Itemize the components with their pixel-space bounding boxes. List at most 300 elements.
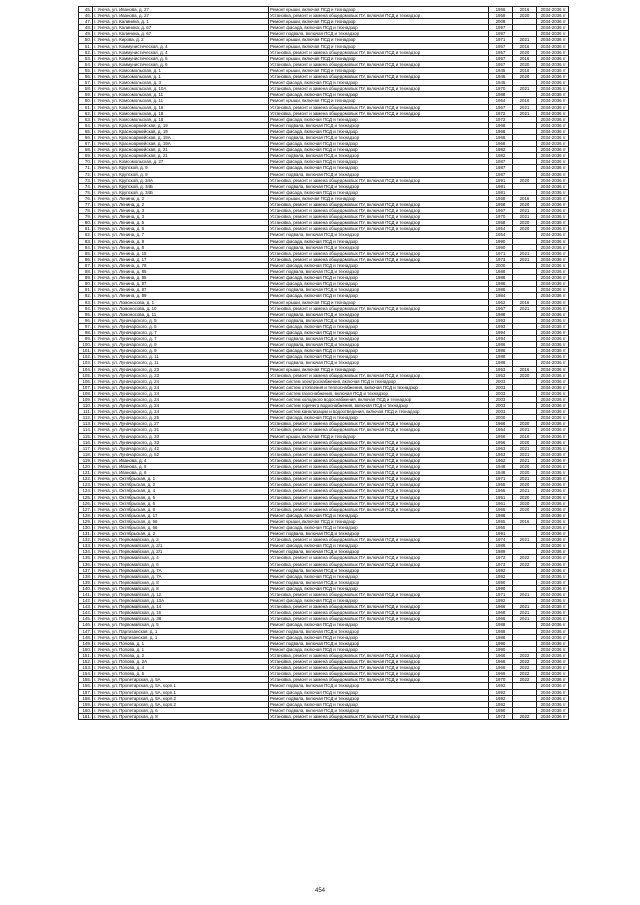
year-built-cell: 1986 [489,342,513,348]
planned-period-cell: 2034-2036 гг [537,397,569,403]
address-cell: г. Унеча, ул. Октябрьская, д. 66 [93,524,269,530]
year-done-cell: 2021 [513,445,537,451]
row-number-cell: 81. [79,226,93,232]
row-number-cell: 141. [79,592,93,598]
planned-period-cell: 2034-2036 гг [537,470,569,476]
work-type-cell: Ремонт подвала, включая ПСД и технадзор [269,232,489,238]
address-cell: г. Унеча, ул. Ломоносова, д. 11 [93,311,269,317]
address-cell: г. Унеча, ул. Луначарского, д. 23 [93,372,269,378]
year-built-cell: 1988 [489,281,513,287]
year-built-cell: 1959 [489,13,513,19]
planned-period-cell: 2034-2036 гг [537,348,569,354]
year-built-cell: 2000 [489,262,513,268]
planned-period-cell: 2034-2036 гг [537,439,569,445]
year-built-cell: 1957 [489,61,513,67]
work-type-cell: Ремонт фасада, включая ПСД и технадзор [269,159,489,165]
address-cell: г. Унеча, ул. Луначарского, д. 24 [93,384,269,390]
row-number-cell: 58. [79,86,93,92]
year-built-cell: 1988 [489,360,513,366]
year-built-cell: 1989 [489,543,513,549]
row-number-cell: 74. [79,183,93,189]
year-built-cell: 1961 [489,500,513,506]
planned-period-cell: 2034-2036 гг [537,55,569,61]
address-cell: г. Унеча, ул. Ломоносова, д. 1 [93,299,269,305]
table-row [79,372,569,378]
work-type-cell: Установка, ремонт и замена общедомовых ПУ, включая ПСД и технадзор [269,202,489,208]
planned-period-cell: 2034-2036 гг [537,159,569,165]
work-type-cell: Ремонт фасада, включая ПСД и технадзор [269,634,489,640]
work-type-cell: Установка, ремонт и замена общедомовых ПУ, включая ПСД и технадзор [269,214,489,220]
row-number-cell: 59. [79,92,93,98]
address-cell: г. Унеча, ул. Попова, д. 1 [93,640,269,646]
planned-period-cell: 2034-2036 гг [537,573,569,579]
table-row [79,110,569,116]
row-number-cell: 71. [79,165,93,171]
row-number-cell: 49. [79,31,93,37]
year-done-cell: 2016 [513,433,537,439]
table-row [79,122,569,128]
year-done-cell: 2022 [513,561,537,567]
table-row [79,634,569,640]
year-done-cell: 2020 [513,439,537,445]
work-type-cell: Ремонт фасада, включая ПСД и технадзор [269,329,489,335]
year-done-cell: 2021 [513,592,537,598]
table-row [79,488,569,494]
planned-period-cell: 2034-2036 гг [537,287,569,293]
work-type-cell: Ремонт подвала, включая ПСД и технадзор [269,269,489,275]
address-cell: г. Унеча, ул. Октябрьская, д. 17 [93,512,269,518]
planned-period-cell: 2034-2036 гг [537,293,569,299]
planned-period-cell: 2034-2036 гг [537,323,569,329]
address-cell: г. Унеча, ул. Красноармейская, д. 21 [93,153,269,159]
planned-period-cell: 2034-2036 гг [537,610,569,616]
planned-period-cell: 2034-2036 гг [537,567,569,573]
address-cell: г. Унеча, ул. Ленина, д. 17 [93,256,269,262]
planned-period-cell: 2034-2036 гг [537,226,569,232]
year-built-cell: 1972 [489,110,513,116]
row-number-cell: 68. [79,147,93,153]
table-row [79,604,569,610]
planned-period-cell: 2034-2036 гг [537,7,569,13]
planned-period-cell: 2034-2036 гг [537,134,569,140]
year-done-cell: 2022 [513,671,537,677]
table-row [79,610,569,616]
year-built-cell: 1973 [489,713,513,719]
planned-period-cell: 2034-2036 гг [537,677,569,683]
row-number-cell: 100. [79,342,93,348]
row-number-cell: 91. [79,287,93,293]
address-cell: г. Унеча, ул. Ленина, д. 5 [93,226,269,232]
row-number-cell: 157. [79,689,93,695]
year-done-cell: 2021 [513,214,537,220]
planned-period-cell: 2034-2036 гг [537,622,569,628]
planned-period-cell: 2034-2036 гг [537,354,569,360]
row-number-cell: 119. [79,457,93,463]
year-built-cell: 1970 [489,214,513,220]
row-number-cell: 61. [79,104,93,110]
year-done-cell: 2022 [513,713,537,719]
planned-period-cell: 2034-2036 гг [537,31,569,37]
year-built-cell: 1992 [489,701,513,707]
address-cell: г. Унеча, ул. Первомайская, д. 5 [93,622,269,628]
row-number-cell: 138. [79,573,93,579]
row-number-cell: 159. [79,701,93,707]
address-cell: г. Унеча, ул. Ленина, д. 15 [93,250,269,256]
work-type-cell: Установка, ремонт и замена общедомовых ПУ, включая ПСД и технадзор [269,226,489,232]
table-row [79,683,569,689]
address-cell: г. Унеча, ул. Попова, д. 2 [93,652,269,658]
address-cell: г. Унеча, ул. Коммунистическая, д. 6 [93,55,269,61]
work-type-cell: Ремонт крыши, включая ПСД и технадзор [269,55,489,61]
year-done-cell: 2016 [513,195,537,201]
work-type-cell: Установка, ремонт и замена общедомовых ПУ, включая ПСД и технадзор [269,482,489,488]
year-built-cell: 1992 [489,598,513,604]
row-number-cell: 137. [79,567,93,573]
year-built-cell: 1956 [489,433,513,439]
planned-period-cell: 2034-2036 гг [537,329,569,335]
row-number-cell: 139. [79,579,93,585]
table-row [79,134,569,140]
year-built-cell: 1945 [489,67,513,73]
address-cell: г. Унеча, ул. Партизанская, д. 1 [93,628,269,634]
year-done-cell: 2020 [513,49,537,55]
row-number-cell: 104. [79,366,93,372]
row-number-cell: 48. [79,25,93,31]
row-number-cell: 97. [79,323,93,329]
address-cell: г. Унеча, ул. Ленина, д. 7 [93,232,269,238]
work-type-cell: Ремонт подвала, включая ПСД и технадзор [269,640,489,646]
work-type-cell: Ремонт фасада, включая ПСД и технадзор [269,128,489,134]
address-cell: г. Унеча, ул. Первомайская, д. 2 [93,537,269,543]
planned-period-cell: 2034-2036 гг [537,616,569,622]
year-built-cell: 1971 [489,592,513,598]
row-number-cell: 118. [79,451,93,457]
address-cell: г. Унеча, ул. Ленина, д. 89 [93,293,269,299]
year-built-cell: 1988 [489,512,513,518]
row-number-cell: 76. [79,195,93,201]
work-type-cell: Установка, ремонт и замена общедомовых ПУ, включая ПСД и технадзор [269,506,489,512]
address-cell: г. Унеча, ул. Луначарского, д. 23 [93,366,269,372]
row-number-cell: 124. [79,488,93,494]
year-built-cell: 1958 [489,202,513,208]
year-built-cell: 1981 [489,183,513,189]
row-number-cell: 136. [79,561,93,567]
year-done-cell: 2020 [513,506,537,512]
address-cell: г. Унеча, ул. Калинина, д. 67 [93,25,269,31]
year-built-cell: 1982 [489,153,513,159]
planned-period-cell: 2034-2036 гг [537,25,569,31]
address-cell: г. Унеча, ул. Пролетарская, д. 5А [93,677,269,683]
table-row [79,336,569,342]
address-cell: г. Унеча, ул. Луначарского, д. 7 [93,329,269,335]
table-row [79,49,569,55]
row-number-cell: 121. [79,470,93,476]
row-number-cell: 151. [79,652,93,658]
planned-period-cell: 2034-2036 гг [537,640,569,646]
table-row [79,573,569,579]
table-row [79,598,569,604]
address-cell: г. Унеча, ул. Луначарского, д. 24 [93,378,269,384]
year-built-cell: 2003 [489,397,513,403]
work-type-cell: Установка, ремонт и замена общедомовых ПУ, включая ПСД и технадзор [269,439,489,445]
planned-period-cell: 2034-2036 гг [537,86,569,92]
year-built-cell: 1971 [489,37,513,43]
table-row [79,549,569,555]
work-type-cell: Установка, ремонт и замена общедомовых ПУ, включая ПСД и технадзор [269,561,489,567]
row-number-cell: 79. [79,214,93,220]
row-number-cell: 65. [79,128,93,134]
work-type-cell: Ремонт крыши, включая ПСД и технадзор [269,19,489,25]
row-number-cell: 94. [79,305,93,311]
planned-period-cell: 2034-2036 гг [537,457,569,463]
work-type-cell: Ремонт фасада, включая ПСД и технадзор [269,415,489,421]
address-cell: г. Унеча, ул. Луначарского, д. 24 [93,397,269,403]
table-row [79,147,569,153]
address-cell: г. Унеча, ул. Крупской, д. 9 [93,171,269,177]
row-number-cell: 89. [79,275,93,281]
row-number-cell: 116. [79,439,93,445]
work-type-cell: Ремонт подвала, включая ПСД и технадзор [269,183,489,189]
table-row [79,67,569,73]
planned-period-cell: 2034-2036 гг [537,49,569,55]
address-cell: г. Унеча, ул. Крупской, д. 34Б [93,189,269,195]
year-done-cell: 2021 [513,104,537,110]
planned-period-cell: 2034-2036 гг [537,390,569,396]
address-cell: г. Унеча, ул. Попова, д. 4 [93,665,269,671]
work-type-cell: Ремонт фасада, включая ПСД и технадзор [269,262,489,268]
table-row [79,689,569,695]
address-cell: г. Унеча, ул. Луначарского, д. 9 [93,348,269,354]
address-cell: г. Унеча, ул. Луначарского, д. 33 [93,439,269,445]
year-built-cell: 1988 [489,628,513,634]
planned-period-cell: 2034-2036 гг [537,652,569,658]
address-cell: г. Унеча, ул. Партизанская, д. 1 [93,634,269,640]
planned-period-cell: 2034-2036 гг [537,128,569,134]
table-row [79,518,569,524]
work-type-cell: Ремонт крыши, включая ПСД и технадзор [269,433,489,439]
address-cell: г. Унеча, ул. Пролетарская, д. 5А, корп.2 [93,701,269,707]
row-number-cell: 108. [79,390,93,396]
table-row [79,183,569,189]
planned-period-cell: 2034-2036 гг [537,415,569,421]
table-row [79,701,569,707]
work-type-cell: Ремонт фасада, включая ПСД и технадзор [269,80,489,86]
row-number-cell: 115. [79,433,93,439]
planned-period-cell: 2034-2036 гг [537,305,569,311]
address-cell: г. Унеча, ул. Первомайская, д. 7А [93,567,269,573]
address-cell: г. Унеча, ул. Первомайская, д. 2/1 [93,549,269,555]
year-built-cell: 1974 [489,537,513,543]
planned-period-cell: 2034-2036 гг [537,43,569,49]
table-row [79,409,569,415]
work-type-cell: Ремонт крыши, включая ПСД и технадзор [269,299,489,305]
address-cell: г. Унеча, ул. Луначарского, д. 24 [93,403,269,409]
row-number-cell: 92. [79,293,93,299]
year-built-cell: 2009 [489,19,513,25]
work-type-cell: Ремонт подвала, включая ПСД и технадзор [269,683,489,689]
work-type-cell: Установка, ремонт и замена общедомовых ПУ, включая ПСД и технадзор [269,427,489,433]
address-cell: г. Унеча, ул. Пролетарская, д. 5А, корп.2 [93,695,269,701]
row-number-cell: 149. [79,640,93,646]
work-type-cell: Установка, ремонт и замена общедомовых ПУ, включая ПСД и технадзор [269,451,489,457]
row-number-cell: 150. [79,646,93,652]
row-number-cell: 80. [79,220,93,226]
table-row [79,561,569,567]
planned-period-cell: 2034-2036 гг [537,598,569,604]
planned-period-cell: 2034-2036 гг [537,488,569,494]
table-row [79,299,569,305]
address-cell: г. Унеча, ул. Иванова, д. 27 [93,13,269,19]
table-row [79,305,569,311]
address-cell: г. Унеча, ул. Первомайская, д. 14 [93,604,269,610]
table-row [79,378,569,384]
table-row [79,421,569,427]
year-built-cell: 1991 [489,177,513,183]
work-type-cell: Ремонт фасада, включая ПСД и технадзор [269,238,489,244]
year-built-cell: 1955 [489,482,513,488]
work-type-cell: Ремонт подвала, включая ПСД и технадзор [269,336,489,342]
address-cell: г. Унеча, ул. Первомайская, д. 2/1 [93,543,269,549]
year-built-cell: 1992 [489,567,513,573]
row-number-cell: 152. [79,659,93,665]
planned-period-cell: 2034-2036 гг [537,695,569,701]
row-number-cell: 114. [79,427,93,433]
address-cell: г. Унеча, ул. Кирова, д. 2 [93,37,269,43]
year-done-cell: 2021 [513,427,537,433]
address-cell: г. Унеча, ул. Комсомольская, д. 10А [93,86,269,92]
planned-period-cell: 2034-2036 гг [537,214,569,220]
row-number-cell: 47. [79,19,93,25]
row-number-cell: 75. [79,189,93,195]
table-row [79,86,569,92]
year-built-cell: 1989 [489,549,513,555]
table-row [79,354,569,360]
year-built-cell: 1990 [489,640,513,646]
planned-period-cell: 2034-2036 гг [537,433,569,439]
address-cell: г. Унеча, ул. Калинина, д. 67 [93,31,269,37]
address-cell: г. Унеча, ул. Пролетарская, д. 6 [93,707,269,713]
row-number-cell: 77. [79,202,93,208]
address-cell: г. Унеча, ул. Попова, д. 1 [93,646,269,652]
planned-period-cell: 2034-2036 гг [537,476,569,482]
planned-period-cell: 2034-2036 гг [537,421,569,427]
planned-period-cell: 2034-2036 гг [537,555,569,561]
address-cell: г. Унеча, ул. Комсомольская, д. 18 [93,110,269,116]
year-built-cell: 1982 [489,147,513,153]
planned-period-cell: 2034-2036 гг [537,147,569,153]
table-row [79,531,569,537]
row-number-cell: 99. [79,336,93,342]
work-type-cell: Установка, ремонт и замена общедомовых ПУ, включая ПСД и технадзор [269,713,489,719]
planned-period-cell: 2034-2036 гг [537,646,569,652]
planned-period-cell: 2034-2036 гг [537,37,569,43]
work-type-cell: Ремонт фасада, включая ПСД и технадзор [269,646,489,652]
address-cell: г. Унеча, ул. Луначарского, д. 52 [93,451,269,457]
address-cell: г. Унеча, ул. Луначарского, д. 11 [93,360,269,366]
work-type-cell: Установка, ремонт и замена общедомовых ПУ, включая ПСД и технадзор [269,61,489,67]
row-number-cell: 142. [79,598,93,604]
row-number-cell: 93. [79,299,93,305]
row-number-cell: 67. [79,141,93,147]
table-row [79,55,569,61]
year-done-cell: 2021 [513,208,537,214]
table-row [79,628,569,634]
year-built-cell: 1969 [489,671,513,677]
year-built-cell: 2003 [489,378,513,384]
address-cell: г. Унеча, ул. Попова, д. 5 [93,671,269,677]
planned-period-cell: 2034-2036 гг [537,409,569,415]
planned-period-cell: 2034-2036 гг [537,543,569,549]
row-number-cell: 156. [79,683,93,689]
year-done-cell: 2020 [513,482,537,488]
table-row [79,506,569,512]
planned-period-cell: 2034-2036 гг [537,92,569,98]
address-cell: г. Унеча, ул. Ленина, д. 2 [93,195,269,201]
address-cell: г. Унеча, ул. Крупской, д. 34А [93,177,269,183]
table-row [79,439,569,445]
planned-period-cell: 2034-2036 гг [537,250,569,256]
table-row [79,317,569,323]
planned-period-cell: 2034-2036 гг [537,451,569,457]
year-built-cell: 1945 [489,80,513,86]
row-number-cell: 112. [79,415,93,421]
table-row [79,390,569,396]
planned-period-cell: 2034-2036 гг [537,256,569,262]
address-cell: г. Унеча, ул. Коммунистическая, д. 4 [93,49,269,55]
address-cell: г. Унеча, ул. Ленина, д. 87 [93,287,269,293]
row-number-cell: 129. [79,518,93,524]
work-type-cell: Ремонт фасада, включая ПСД и технадзор [269,281,489,287]
table-row [79,695,569,701]
year-built-cell: 1954 [489,226,513,232]
year-built-cell: 1987 [489,171,513,177]
year-done-cell: 2020 [513,177,537,183]
table-row [79,445,569,451]
address-cell: г. Унеча, ул. Октябрьская, д. 2 [93,482,269,488]
work-type-cell: Ремонт подвала, включая ПСД и технадзор [269,342,489,348]
address-cell: г. Унеча, ул. Комсомольская, д. 1 [93,74,269,80]
year-built-cell: 1988 [489,354,513,360]
year-built-cell: 1990 [489,244,513,250]
work-type-cell: Установка, ремонт и замена общедомовых ПУ, включая ПСД и технадзор [269,104,489,110]
work-type-cell: Ремонт фасада, включая ПСД и технадзор [269,25,489,31]
year-done-cell: 2016 [513,366,537,372]
address-cell: г. Унеча, ул. Луначарского, д. 5 [93,323,269,329]
address-cell: г. Унеча, ул. Октябрьская, д. 6 [93,500,269,506]
address-cell: г. Унеча, ул. Первомайская, д. 7А [93,573,269,579]
planned-period-cell: 2034-2036 гг [537,104,569,110]
table-row [79,622,569,628]
year-built-cell: 1972 [489,116,513,122]
table-row [79,360,569,366]
planned-period-cell: 2034-2036 гг [537,683,569,689]
work-type-cell: Установка, ремонт и замена общедомовых ПУ, включая ПСД и технадзор [269,86,489,92]
row-number-cell: 103. [79,360,93,366]
row-number-cell: 88. [79,269,93,275]
address-cell: г. Унеча, ул. Луначарского, д. 11 [93,354,269,360]
address-cell: г. Унеча, ул. Коммунистическая, д. 4 [93,43,269,49]
year-built-cell: 2003 [489,409,513,415]
address-cell: г. Унеча, ул. Красноармейская, д. 21 [93,147,269,153]
work-type-cell: Установка, ремонт и замена общедомовых ПУ, включая ПСД и технадзор [269,110,489,116]
year-done-cell: 2016 [513,299,537,305]
planned-period-cell: 2034-2036 гг [537,98,569,104]
row-number-cell: 84. [79,244,93,250]
year-built-cell: 1987 [489,159,513,165]
year-done-cell: 2021 [513,256,537,262]
planned-period-cell: 2034-2036 гг [537,671,569,677]
work-type-cell: Ремонт крыши, включая ПСД и технадзор [269,43,489,49]
